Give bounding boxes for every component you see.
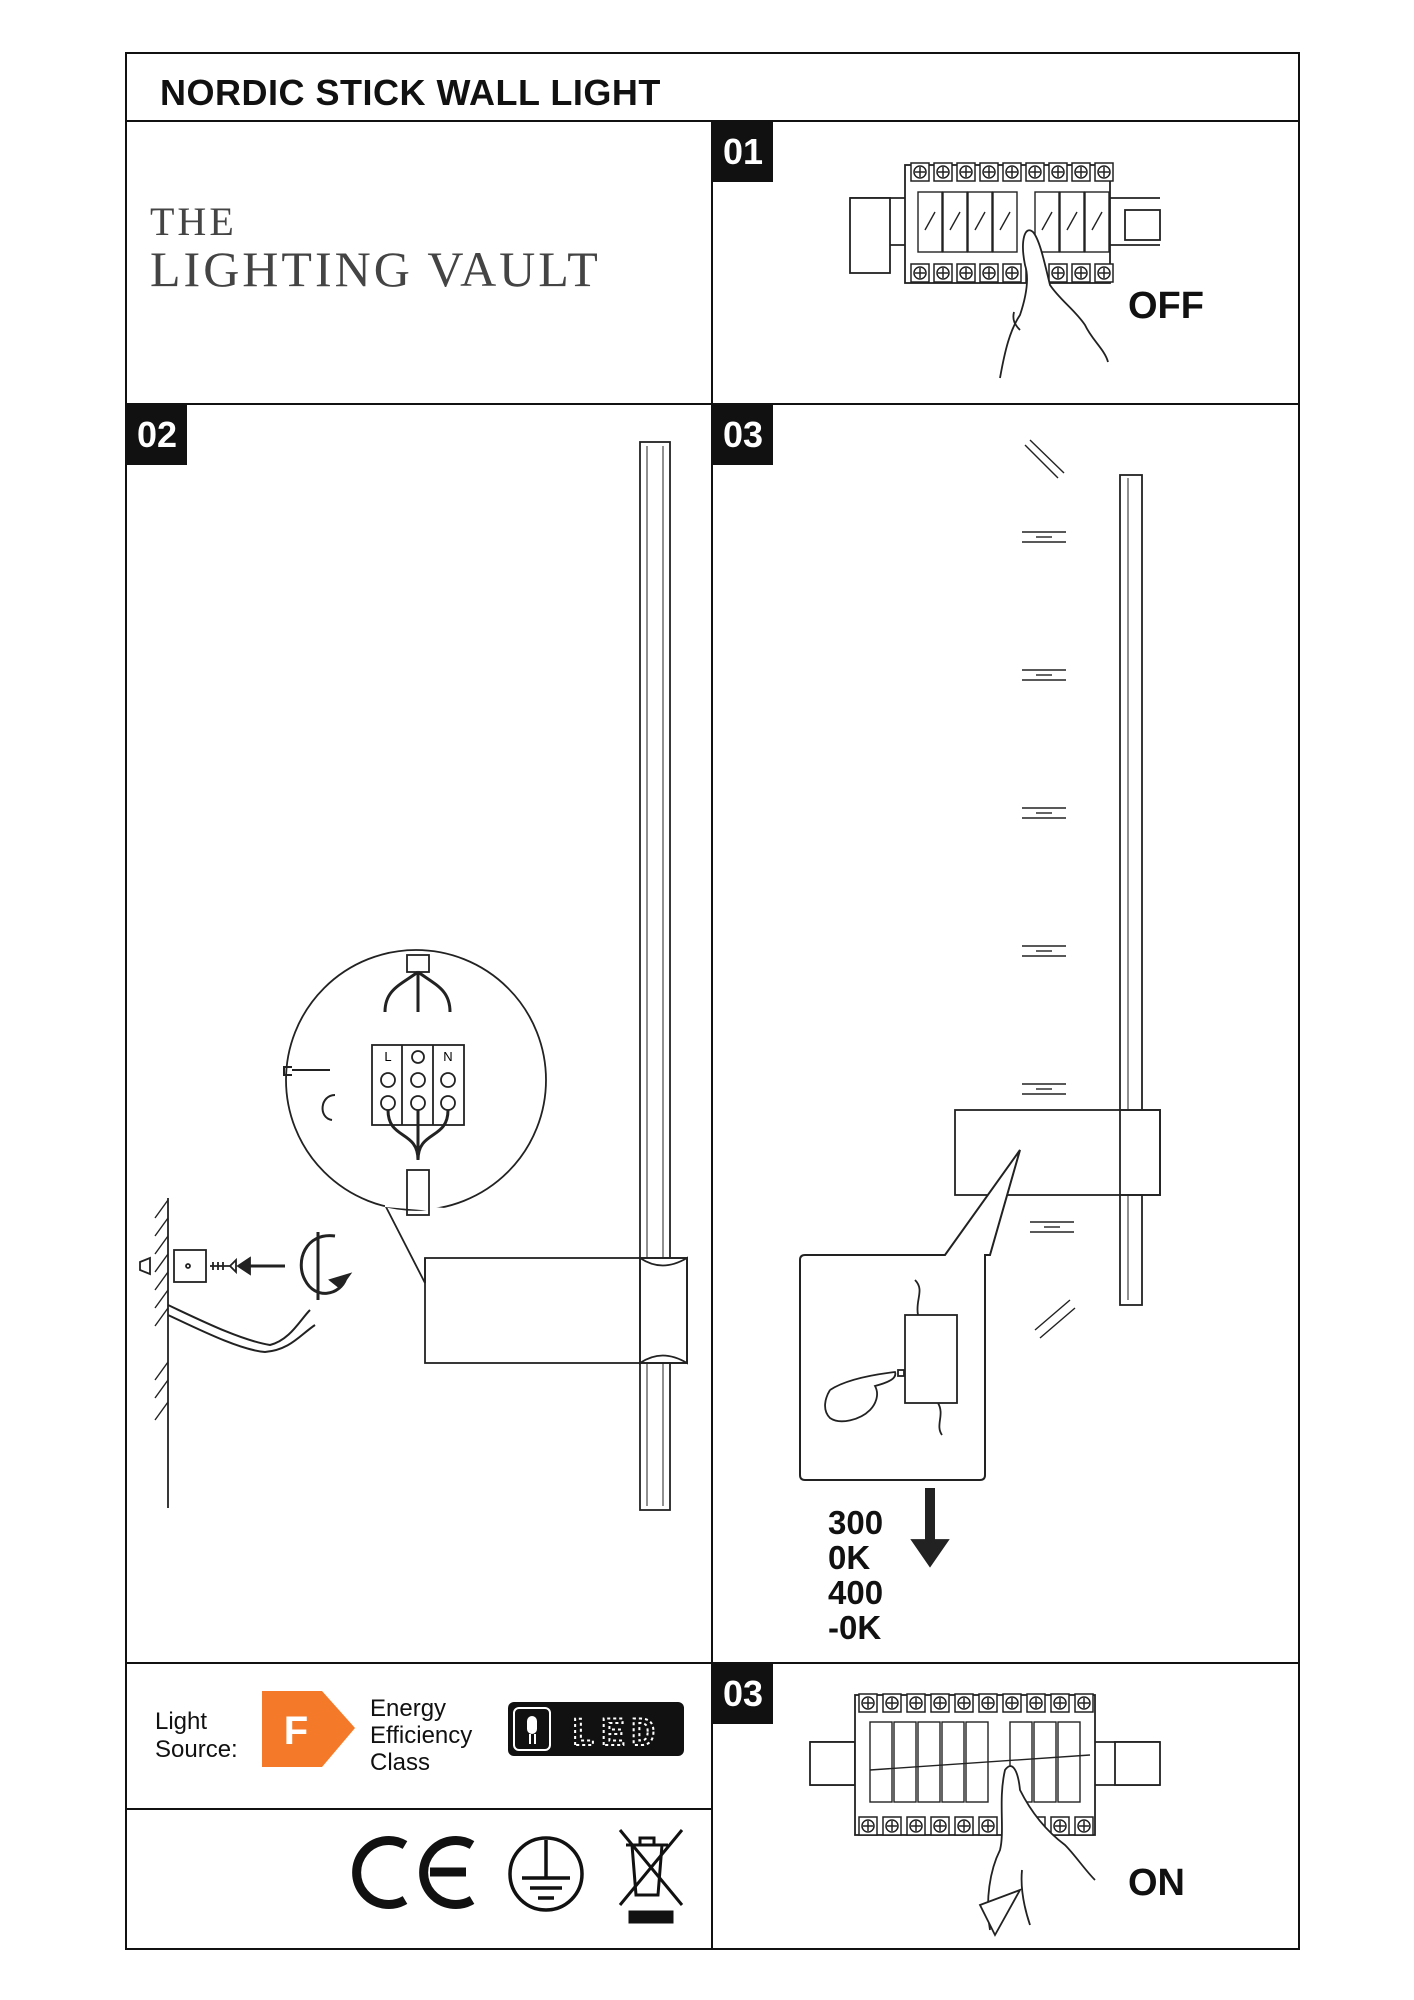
led-text: LED <box>570 1713 662 1758</box>
page-title: NORDIC STICK WALL LIGHT <box>160 72 661 113</box>
step-badge-04: 03 <box>713 1664 773 1724</box>
terminal-l-label: L <box>384 1049 392 1064</box>
step-badge-03: 03 <box>713 405 773 465</box>
switch-diagram <box>800 440 1160 1566</box>
light-source-line-2: Source: <box>155 1736 238 1763</box>
cct-line-1: 300 <box>828 1504 884 1541</box>
efficiency-line-1: Energy <box>370 1695 447 1722</box>
step-badge-02: 02 <box>127 405 187 465</box>
energy-class-letter: F <box>283 1709 309 1753</box>
efficiency-line-2: Efficiency <box>370 1722 473 1749</box>
off-label: OFF <box>1128 285 1204 327</box>
led-badge <box>508 1702 684 1758</box>
wall-mount-diagram <box>140 442 687 1510</box>
energy-class-badge <box>262 1691 355 1767</box>
cct-line-2: 0K <box>828 1539 871 1576</box>
ce-mark-icon <box>357 1841 472 1905</box>
breaker-panel-on-icon <box>810 1694 1160 1935</box>
cct-line-3: 400 <box>828 1574 884 1611</box>
terminal-n-label: N <box>443 1049 453 1064</box>
efficiency-line-3: Class <box>370 1749 431 1776</box>
light-source-line-1: Light <box>155 1708 208 1735</box>
energy-class-arrow <box>262 1691 355 1767</box>
step-badge-01: 01 <box>713 122 773 182</box>
on-label: ON <box>1128 1862 1185 1904</box>
cct-line-4: -0K <box>828 1609 882 1646</box>
brand-line-2: LIGHTING VAULT <box>150 241 601 297</box>
breaker-panel-off-icon <box>850 163 1160 378</box>
brand-line-1: THE <box>150 199 237 244</box>
weee-bin-icon <box>620 1830 682 1922</box>
earth-ground-icon <box>510 1838 582 1910</box>
